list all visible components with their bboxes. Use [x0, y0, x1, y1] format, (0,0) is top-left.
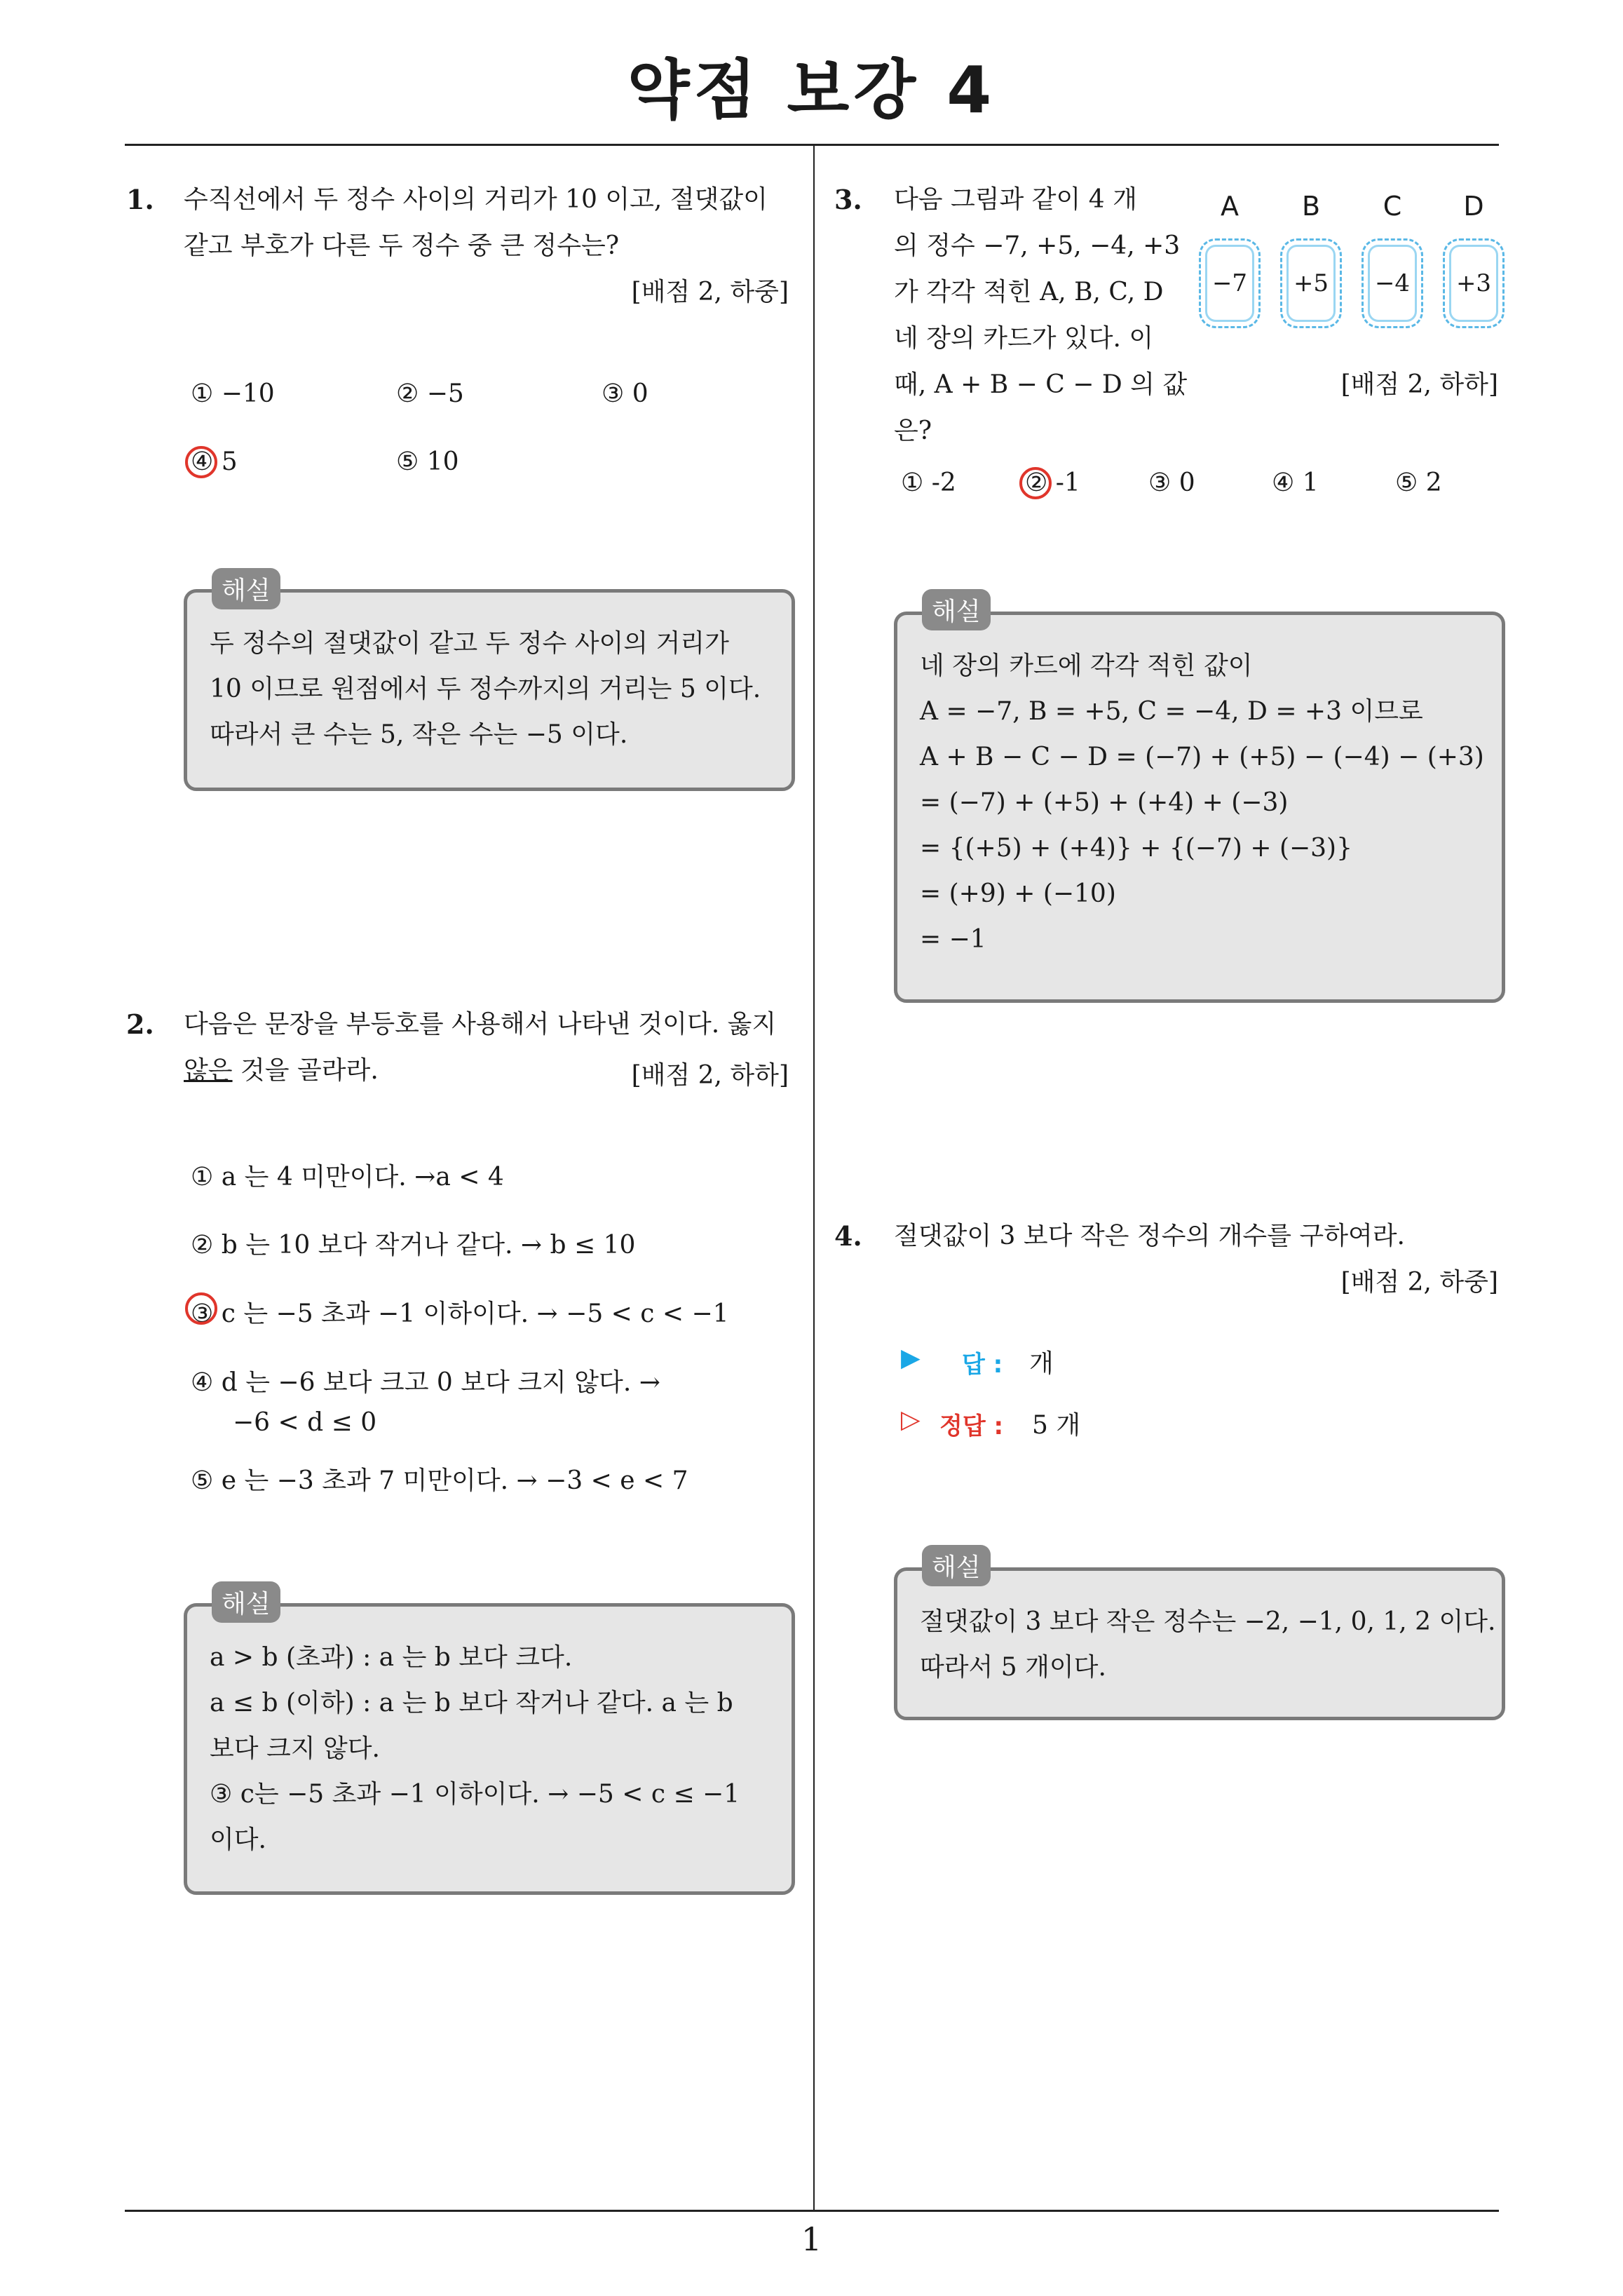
q2-explain-line3: 보다 크지 않다. [210, 1734, 380, 1763]
q2-answer-mark [185, 1292, 217, 1325]
q3-score: [배점 2, 하하] [1340, 370, 1498, 399]
answer-marker-icon: ▶ [901, 1344, 921, 1372]
q3-choice-5[interactable]: ⑤ 2 [1395, 468, 1442, 497]
q2-explain-line5: 이다. [210, 1825, 266, 1854]
q4-explanation-box [894, 1567, 1505, 1720]
q3-line5: 때, A + B − C − D 의 값은? [894, 370, 1188, 445]
card-c: −4 [1361, 238, 1423, 328]
q4-line1: 절댓값이 3 보다 작은 정수의 개수를 구하여라. [894, 1222, 1405, 1250]
q3-explain-line4: = (−7) + (+5) + (+4) + (−3) [920, 788, 1289, 817]
card-label-d: D [1463, 191, 1484, 222]
q3-explain-line5: = {(+5) + (+4)} + {(−7) + (−3)} [920, 834, 1353, 863]
page-number: 1 [801, 2220, 822, 2258]
answer-unit[interactable]: 개 [1029, 1349, 1054, 1378]
q2-explanation-tag: 해설 [212, 1581, 280, 1623]
q2-explain-line2: a ≤ b (이하) : a 는 b 보다 작거나 같다. a 는 b [210, 1689, 733, 1717]
top-rule [125, 144, 1499, 146]
q2-number: 2. [126, 1008, 154, 1040]
q2-choice-3[interactable]: ③ c 는 −5 초과 −1 이하이다. → −5 < c < −1 [191, 1299, 729, 1328]
q3-number: 3. [834, 184, 862, 215]
q3-line3: 가 각각 적힌 A, B, C, D [894, 278, 1164, 306]
card-label-a: A [1221, 191, 1239, 222]
q3-explain-line1: 네 장의 카드에 각각 적힌 값이 [920, 651, 1253, 680]
q4-explain-line2: 따라서 5 개이다. [920, 1653, 1106, 1682]
q4-number: 4. [834, 1220, 862, 1252]
page-title: 약점 보강 4 [627, 53, 996, 128]
q2-line2-rest: 것을 골라라. [232, 1056, 379, 1085]
q2-choice-1[interactable]: ① a 는 4 미만이다. →a < 4 [191, 1163, 504, 1191]
q1-explanation-tag: 해설 [212, 568, 280, 609]
q4-score: [배점 2, 하중] [1340, 1268, 1498, 1297]
card-a: −7 [1199, 238, 1261, 328]
q2-line2-underlined: 않은 [184, 1056, 233, 1085]
q1-choice-3[interactable]: ③ 0 [602, 379, 648, 408]
q1-line1: 수직선에서 두 정수 사이의 거리가 10 이고, 절댓값이 [184, 185, 768, 214]
card-label-b: B [1301, 191, 1321, 222]
q3-explain-line7: = −1 [920, 925, 986, 954]
card-b: +5 [1280, 238, 1342, 328]
q1-choice-1[interactable]: ① −10 [191, 379, 275, 408]
column-divider [813, 146, 815, 2211]
q4-explanation-tag: 해설 [922, 1545, 991, 1586]
q3-choice-4[interactable]: ④ 1 [1272, 468, 1319, 497]
q3-explain-line2: A = −7, B = +5, C = −4, D = +3 이므로 [920, 697, 1423, 726]
q1-line2: 같고 부호가 다른 두 정수 중 큰 정수는? [184, 231, 620, 260]
q3-choice-2[interactable]: ② -1 [1025, 468, 1080, 497]
q1-text [184, 177, 815, 269]
q1-choice-4[interactable]: ④ 5 [191, 447, 238, 476]
q1-answer-mark [185, 446, 217, 478]
q3-text [894, 177, 1202, 454]
q1-number: 1. [126, 184, 154, 215]
q3-explanation-tag: 해설 [922, 589, 991, 630]
correct-answer-value: 5 개 [1032, 1411, 1081, 1440]
correct-answer-label: 정답 : [939, 1412, 1004, 1440]
q2-choice-4[interactable]: ④ d 는 −6 보다 크고 0 보다 크지 않다. → [191, 1368, 660, 1397]
q3-line1: 다음 그림과 같이 4 개 [894, 185, 1137, 214]
q2-choice-4-cont: −6 < d ≤ 0 [233, 1408, 377, 1437]
q1-choice-5[interactable]: ⑤ 10 [396, 447, 459, 476]
q3-choice-1[interactable]: ① -2 [901, 468, 956, 497]
q3-explain-line3: A + B − C − D = (−7) + (+5) − (−4) − (+3) [920, 743, 1484, 771]
q1-choice-2[interactable]: ② −5 [396, 379, 464, 408]
q2-explain-line1: a > b (초과) : a 는 b 보다 크다. [210, 1643, 573, 1672]
q2-explain-line4: ③ c는 −5 초과 −1 이하이다. → −5 < c ≤ −1 [210, 1780, 740, 1809]
q3-explanation-box [894, 612, 1505, 1003]
q3-explain-line6: = (+9) + (−10) [920, 879, 1116, 908]
q2-choice-5[interactable]: ⑤ e 는 −3 초과 7 미만이다. → −3 < e < 7 [191, 1466, 688, 1495]
q3-line4: 네 장의 카드가 있다. 이 [894, 324, 1154, 353]
q2-line1: 다음은 문장을 부등호를 사용해서 나타낸 것이다. 옳지 [184, 1010, 777, 1039]
q2-explanation-box [184, 1603, 795, 1895]
card-label-c: C [1383, 191, 1402, 222]
q1-score: [배점 2, 하중] [631, 278, 789, 306]
q3-choice-3[interactable]: ③ 0 [1148, 468, 1195, 497]
q1-explain-line1: 두 정수의 절댓값이 같고 두 정수 사이의 거리가 [210, 629, 729, 658]
q2-choice-2[interactable]: ② b 는 10 보다 작거나 같다. → b ≤ 10 [191, 1231, 636, 1260]
q1-explain-line2: 10 이므로 원점에서 두 정수까지의 거리는 5 이다. [210, 675, 761, 703]
bottom-rule [125, 2210, 1499, 2212]
answer-label: 답 : [962, 1351, 1003, 1379]
q4-explain-line1: 절댓값이 3 보다 작은 정수는 −2, −1, 0, 1, 2 이다. [920, 1607, 1496, 1636]
q1-explanation-box [184, 589, 795, 791]
q2-score: [배점 2, 하하] [631, 1061, 789, 1090]
correct-marker-icon: ▷ [901, 1405, 921, 1434]
q3-line2: 의 정수 −7, +5, −4, +3 [894, 231, 1181, 260]
q1-explain-line3: 따라서 큰 수는 5, 작은 수는 −5 이다. [210, 720, 628, 749]
card-d: +3 [1443, 238, 1505, 328]
q3-answer-mark [1019, 467, 1052, 499]
